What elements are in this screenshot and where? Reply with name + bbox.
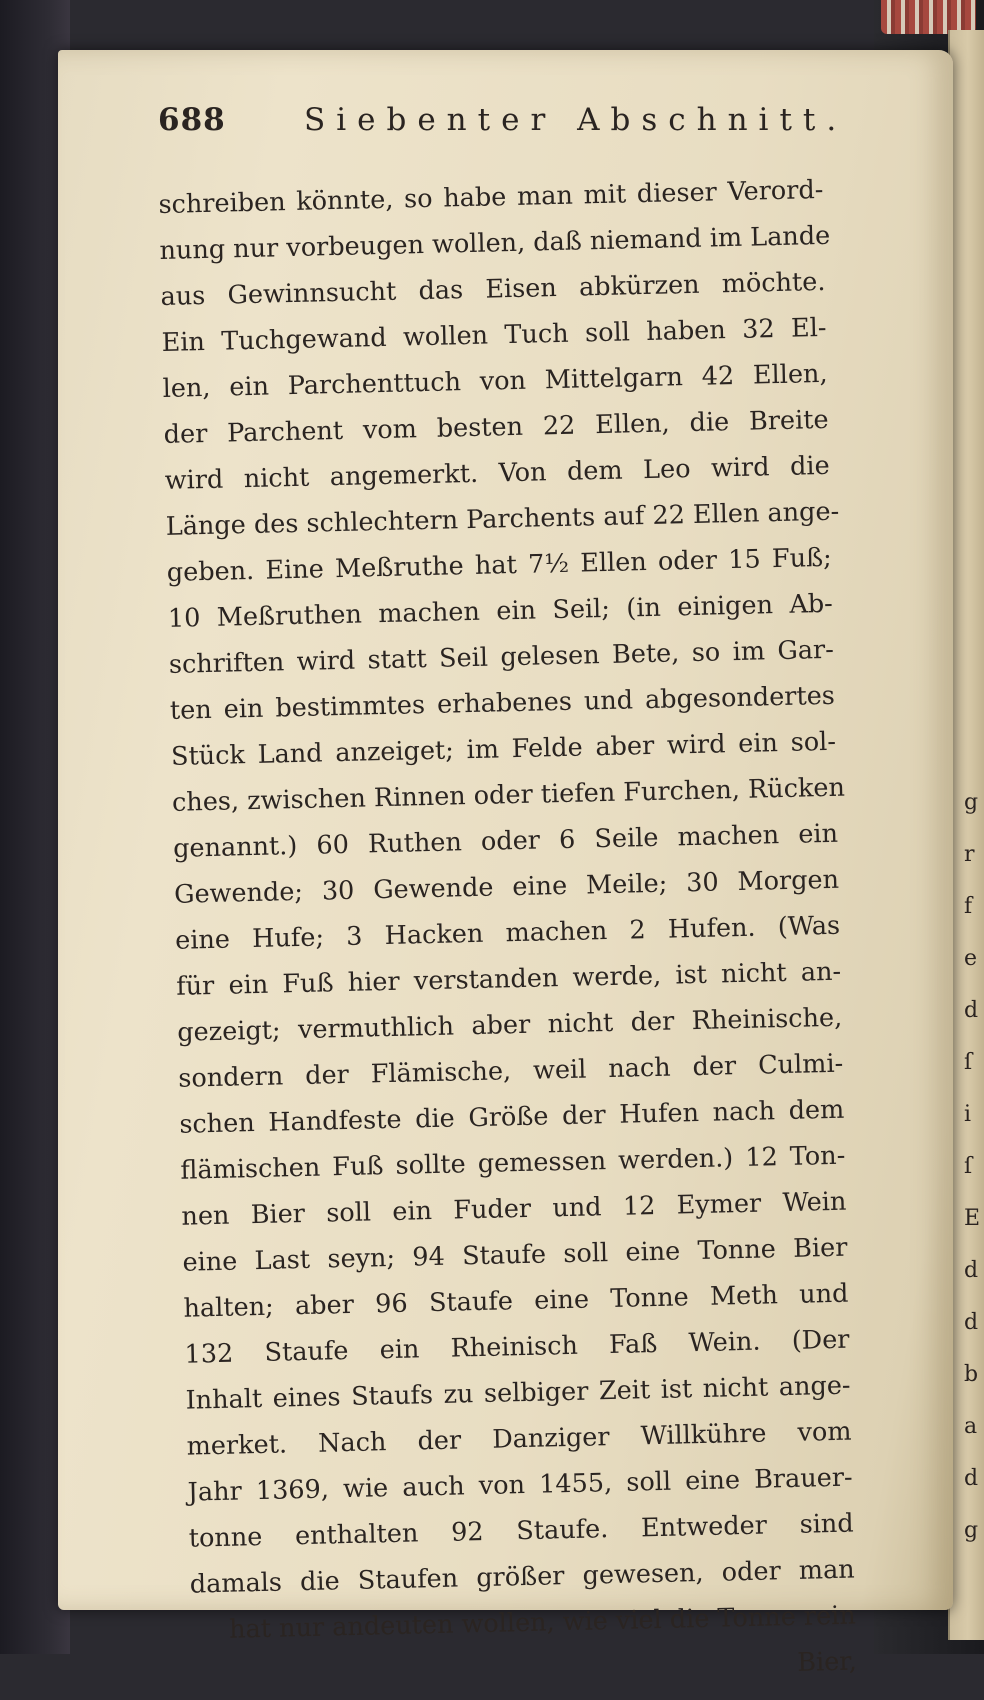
page-content [158, 102, 918, 1700]
next-page-glyph: ſ [964, 1154, 973, 1179]
text-line: 10 Meßruthen machen ein Seil; (in einigen Ab- [167, 588, 834, 634]
text-line: Jahr 1369, wie auch von 1455, soll eine Brauer- [187, 1462, 853, 1508]
text-line: schriften wird statt Seil gelesen Bete, so im Gar- [168, 634, 835, 680]
text-line: eine Last seyn; 94 Staufe soll eine Tonne Bier [182, 1232, 848, 1278]
page-number: 688 [158, 102, 226, 138]
next-page-glyph: i [964, 1102, 972, 1127]
text-line: Ein Tuchgewand wollen Tuch soll haben 32 El- [161, 312, 827, 358]
page-header [158, 102, 918, 162]
text-line: tonne enthalten 92 Staufe. Entweder sind [188, 1508, 854, 1554]
text-line: merket. Nach der Danziger Willkühre vom [186, 1416, 852, 1462]
catchword: Bier, [796, 1646, 858, 1678]
next-page-glyph: f [964, 894, 973, 919]
text-line: Länge des schlechtern Parchents auf 22 Ellen ange- [165, 496, 840, 542]
text-line: aus Gewinnsucht das Eisen abkürzen möchte. [160, 266, 826, 312]
text-line: genannt.) 60 Ruthen oder 6 Seile machen ein [172, 818, 839, 864]
text-line: sondern der Flämische, weil nach der Culmi- [178, 1048, 844, 1094]
text-line: für ein Fuß hier verstanden werde, ist nicht an- [175, 956, 842, 1002]
next-page-glyph: E [964, 1206, 981, 1231]
text-line: eine Hufe; 3 Hacken machen 2 Hufen. (Was [174, 910, 841, 956]
text-line: geben. Eine Meßruthe hat 7½ Ellen oder 15 Fuß; [166, 542, 833, 588]
text-line: ches, zwischen Rinnen oder tiefen Furchen, Rücken [171, 772, 846, 818]
text-line: ten ein bestimmtes erhabenes und abgesondertes [169, 680, 836, 726]
text-line: Stück Land anzeiget; im Felde aber wird ein sol- [170, 726, 837, 772]
next-page-glyph: d [964, 1258, 979, 1283]
text-line: schen Handfeste die Größe der Hufen nach dem [179, 1094, 845, 1140]
next-page-glyph: a [964, 1414, 978, 1439]
next-page-glyph: g [964, 790, 979, 815]
next-page-glyph: d [964, 1310, 979, 1335]
next-page-glyph: d [964, 1466, 979, 1491]
text-line: Inhalt eines Staufs zu selbiger Zeit ist nicht ange- [185, 1370, 851, 1416]
next-page-glyph: g [964, 1518, 979, 1543]
book-page [58, 50, 953, 1678]
next-page-glyph: b [964, 1362, 979, 1387]
text-line: hat nur andeuten wollen, wie viel die Tonne rein [228, 1600, 857, 1645]
text-line: schreiben könnte, so habe man mit dieser Verord- [158, 174, 824, 220]
text-line: wird nicht angemerkt. Von dem Leo wird die [164, 450, 830, 496]
running-title: Siebenter Abschnitt. [304, 102, 848, 138]
text-line: der Parchent vom besten 22 Ellen, die Breite [163, 404, 829, 450]
text-line: halten; aber 96 Staufe eine Tonne Meth und [183, 1278, 849, 1324]
body-text [158, 165, 952, 1700]
next-page-glyph: e [964, 946, 978, 971]
text-line: nen Bier soll ein Fuder und 12 Eymer Wein [181, 1186, 847, 1232]
next-page-glyph: r [964, 842, 975, 867]
next-page-glyph: ſ [964, 1050, 973, 1075]
next-page-glyph: d [964, 998, 979, 1023]
next-page-edge [948, 30, 984, 1640]
text-line: nung nur vorbeugen wollen, daß niemand im Lande [159, 220, 831, 266]
bookmark-ribbon [881, 0, 976, 34]
text-line: Gewende; 30 Gewende eine Meile; 30 Morgen [173, 864, 840, 910]
text-line: gezeigt; vermuthlich aber nicht der Rheinische, [176, 1002, 843, 1048]
text-line: damals die Staufen größer gewesen, oder man [189, 1554, 855, 1600]
text-line: 132 Staufe ein Rheinisch Faß Wein. (Der [184, 1324, 850, 1370]
text-line: len, ein Parchenttuch von Mittelgarn 42 Ellen, [162, 358, 828, 404]
text-line: flämischen Fuß sollte gemessen werden.) 12 Ton- [180, 1140, 846, 1186]
